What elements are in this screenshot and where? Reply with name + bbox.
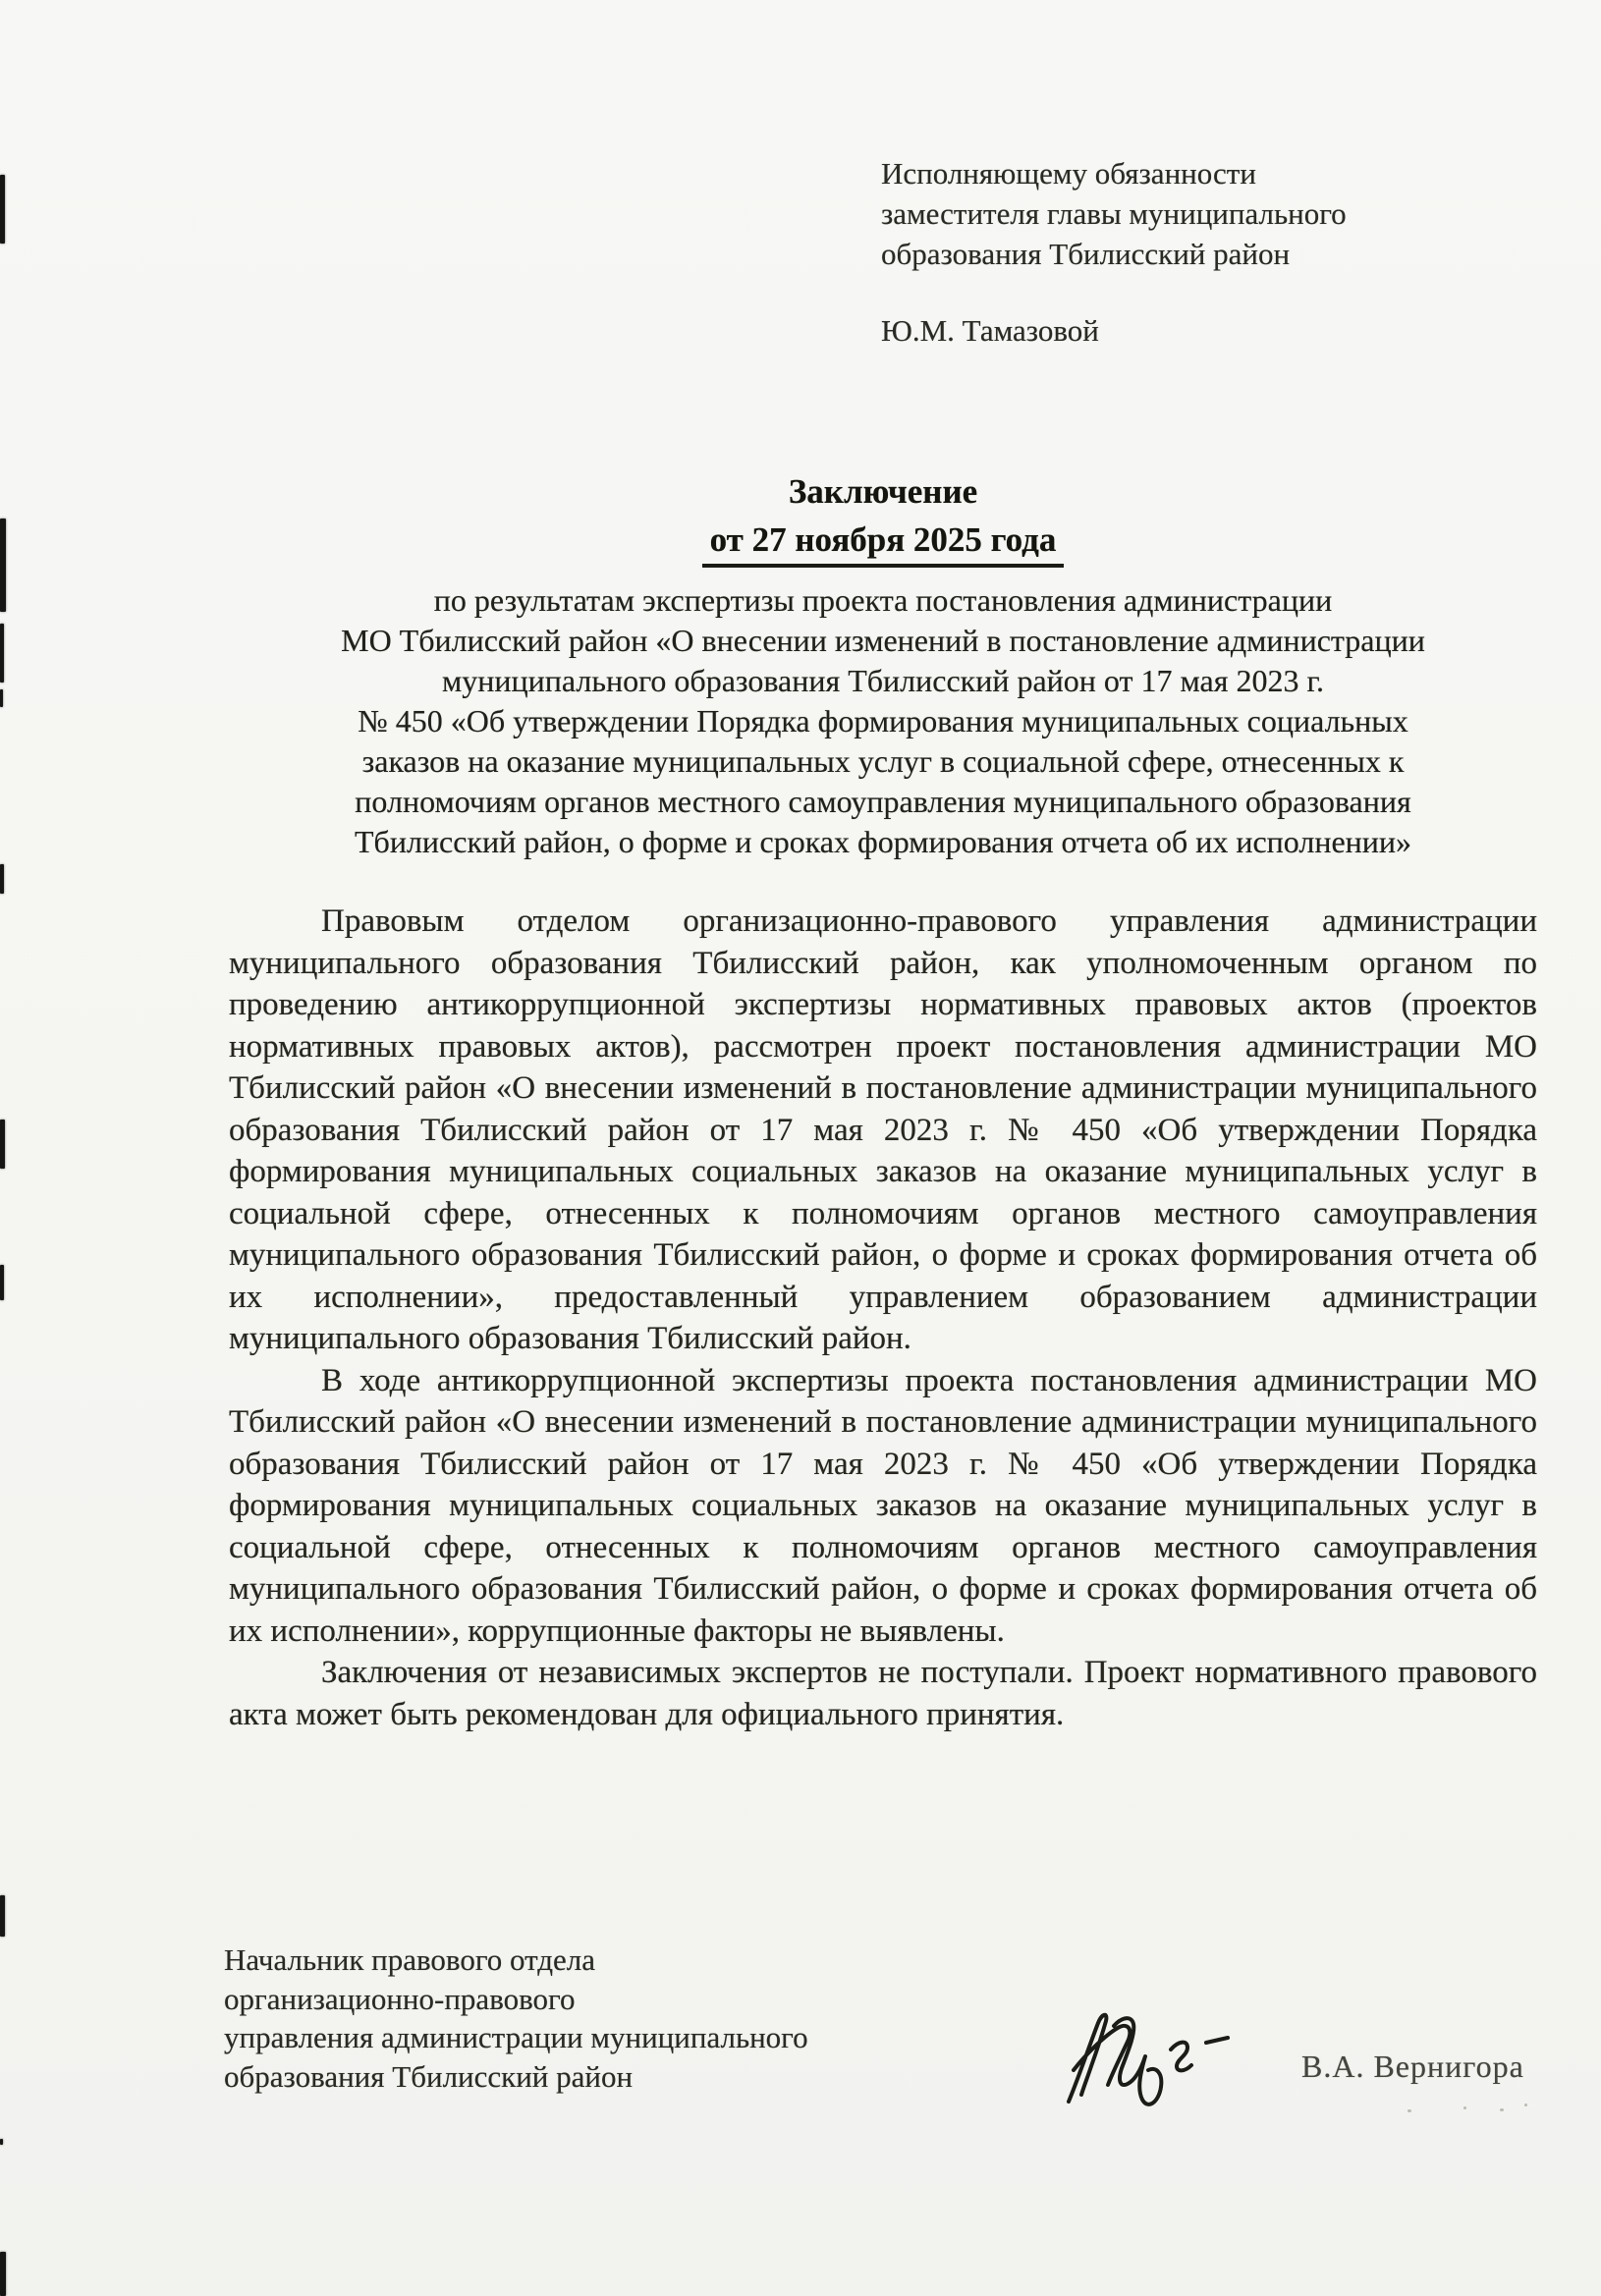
- scan-artifact: [0, 624, 4, 683]
- scan-noise-dot: [1524, 2104, 1527, 2106]
- scan-noise-dot: [1408, 2109, 1411, 2112]
- subtitle-line-2: МО Тбилисский район «О внесении изменений в постановление администрации: [341, 623, 1425, 658]
- subtitle-line-7: Тбилисский район, о форме и сроках формирования отчета об их исполнении»: [354, 824, 1412, 859]
- scan-artifact: [0, 519, 6, 612]
- scan-artifact: [0, 1895, 5, 1937]
- handwritten-signature-icon: [1053, 2007, 1249, 2120]
- subtitle-line-1: по результатам экспертизы проекта постановления администрации: [433, 582, 1333, 618]
- subtitle-line-5: заказов на оказание муниципальных услуг в социальной сфере, отнесенных к: [361, 743, 1405, 779]
- body-paragraph-3: Заключения от независимых экспертов не поступали. Проект нормативного правового акта может быть рекомендован для официального принятия.: [229, 1655, 1537, 1732]
- signoff-line-3: управления администрации муниципального: [224, 2020, 808, 2054]
- document-date-line: [229, 519, 1537, 569]
- scan-noise-dot: [1463, 2106, 1466, 2109]
- document-date-text: от 27 ноября 2025 года: [702, 519, 1065, 568]
- title-subtitle: [229, 580, 1537, 862]
- scan-artifact: [0, 175, 5, 244]
- addressee-block: [881, 153, 1431, 351]
- scan-artifact: [0, 864, 4, 894]
- addressee-line-1: Исполняющему обязанности: [881, 156, 1256, 191]
- signoff-line-1: Начальник правового отдела: [224, 1942, 596, 1977]
- body-paragraph-2: В ходе антикоррупционной экспертизы проекта постановления администрации МО Тбилисский район «О внесении изменений в постановление администрации муниципального образования Тбилисский район от 17 мая 2023 г. № 450 «Об утверждении Порядка формирования муниципальных социальных заказов на оказание муниципальных услуг в социальной сфере, отнесенных к полномочиям органов местного самоуправления муниципального образования Тбилисский район, о форме и сроках формирования отчета об их исполнении», коррупционные факторы не выявлены.: [229, 1362, 1537, 1649]
- scan-artifact: [0, 2139, 3, 2145]
- addressee-line-3: образования Тбилисский район: [881, 237, 1291, 271]
- addressee-line-2: заместителя главы муниципального: [881, 196, 1347, 231]
- addressee-name: Ю.М. Тамазовой: [881, 313, 1099, 348]
- body-paragraph-1: Правовым отделом организационно-правового управления администрации муниципального образования Тбилисский район, как уполномоченным органом по проведению антикоррупционной экспертизы нормативных правовых актов (проектов нормативных правовых актов), рассмотрен проект постановления администрации МО Тбилисский район «О внесении изменений в постановление администрации муниципального образования Тбилисский район от 17 мая 2023 г. № 450 «Об утверждении Порядка формирования муниципальных социальных заказов на оказание муниципальных услуг в социальной сфере, отнесенных к полномочиям органов местного самоуправления муниципального образования Тбилисский район, о форме и сроках формирования отчета об их исполнении», предоставленный управлением образованием администрации муниципального образования Тбилисский район.: [229, 903, 1537, 1356]
- scan-artifact: [0, 1120, 5, 1169]
- signoff-line-2: организационно-правового: [224, 1981, 576, 2016]
- subtitle-line-6: полномочиям органов местного самоуправления муниципального образования: [355, 784, 1411, 819]
- signer-name: В.А. Вернигора: [1301, 2049, 1524, 2084]
- document-body: [229, 901, 1537, 1735]
- scan-artifact: [0, 1265, 4, 1300]
- scan-noise-dot: [1500, 2108, 1504, 2111]
- subtitle-line-3: муниципального образования Тбилисский район от 17 мая 2023 г.: [442, 663, 1324, 698]
- document-title: Заключение: [788, 472, 978, 511]
- scan-artifact: [0, 689, 3, 707]
- subtitle-line-4: № 450 «Об утверждении Порядка формирования муниципальных социальных: [358, 703, 1408, 738]
- scan-artifact: [0, 2252, 6, 2296]
- signoff-line-4: образования Тбилисский район: [224, 2058, 634, 2094]
- signoff-block: [224, 1941, 911, 2096]
- title-block: [229, 471, 1537, 862]
